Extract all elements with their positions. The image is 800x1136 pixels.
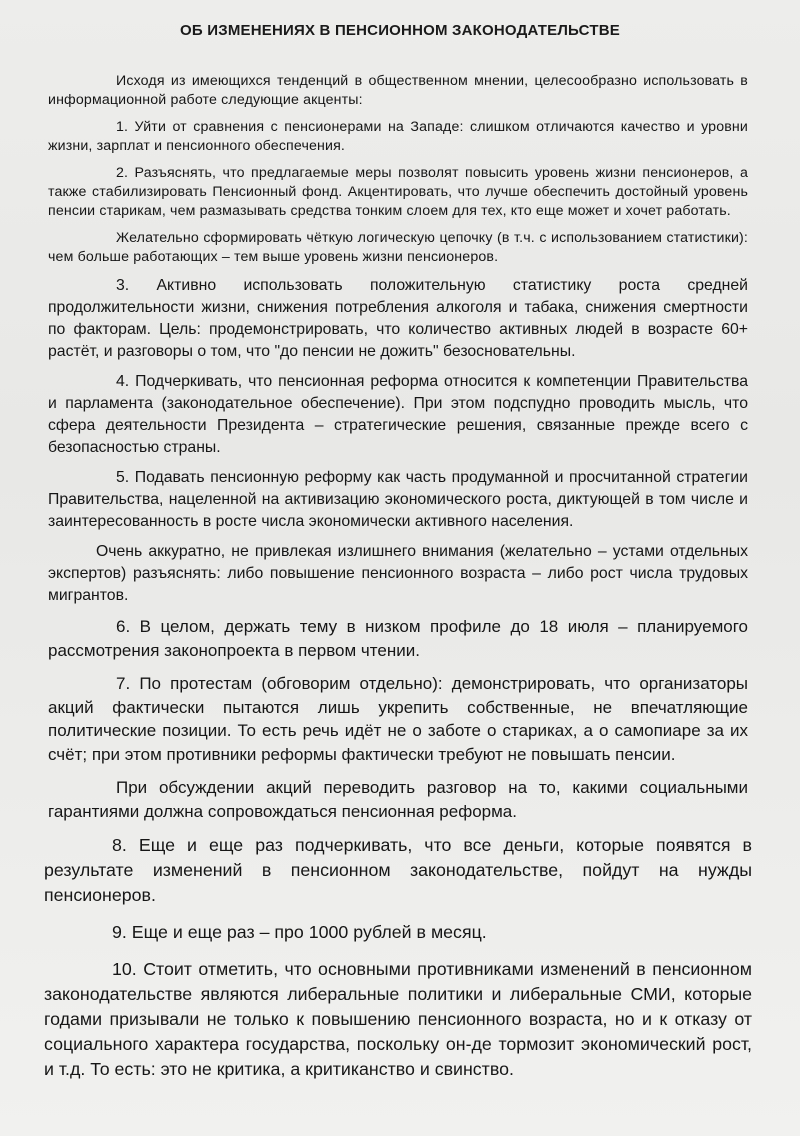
paragraph-intro: Исходя из имеющихся тенденций в общественном мнении, целесообразно использовать в информационной работе следующие акценты: <box>48 73 748 108</box>
paragraph-item-6: 6. В целом, держать тему в низком профиле до 18 июля – планируемого рассмотрения законопроекта в первом чтении. <box>48 617 748 660</box>
paragraph-item-5: 5. Подавать пенсионную реформу как часть продуманной и просчитанной стратегии Правительства, нацеленной на активизацию экономического роста, диктующей в том числе и заинтересованность в росте числа экономически активного населения. <box>48 469 748 530</box>
paragraph-item-4: 4. Подчеркивать, что пенсионная реформа относится к компетенции Правительства и парламента (законодательное обеспечение). При этом подспудно проводить мысль, что сфера деятельности Президента – стратегические решения, связанные прежде всего с безопасностью страны. <box>48 373 748 456</box>
document-title: ОБ ИЗМЕНЕНИЯХ В ПЕНСИОННОМ ЗАКОНОДАТЕЛЬСТВЕ <box>180 22 620 39</box>
paragraph-item-9: 9. Еще и еще раз – про 1000 рублей в месяц. <box>112 922 487 942</box>
paragraph-social-guarantees: При обсуждении акций переводить разговор на то, какими социальными гарантиями должна сопровождаться пенсионная реформа. <box>48 778 748 821</box>
document-body <box>44 72 752 1094</box>
paragraph-migrants: Очень аккуратно, не привлекая излишнего внимания (желательно – устами отдельных экспертов) разъяснять: либо повышение пенсионного возраста – либо рост числа трудовых мигрантов. <box>48 543 748 604</box>
paragraph-item-10: 10. Стоит отметить, что основными противниками изменений в пенсионном законодательстве являются либеральные политики и либеральные СМИ, которые годами призывали не только к повышению пенсионного возраста, но и к отказу от социального характера государства, поскольку он-де тормозит экономический рост, и т.д. То есть: это не критика, а критиканство и свинство. <box>44 959 752 1079</box>
paragraph-item-8: 8. Еще и еще раз подчеркивать, что все деньги, которые появятся в результате изменений в пенсионном законодательстве, пойдут на нужды пенсионеров. <box>44 835 752 905</box>
paragraph-logic-chain: Желательно сформировать чёткую логическую цепочку (в т.ч. с использованием статистики): чем больше работающих – тем выше уровень жизни пенсионеров. <box>48 230 748 265</box>
paragraph-item-1: 1. Уйти от сравнения с пенсионерами на Западе: слишком отличаются качество и уровни жизни, зарплат и пенсионного обеспечения. <box>48 119 748 154</box>
paragraph-item-3: 3. Активно использовать положительную статистику роста средней продолжительности жизни, снижения потребления алкоголя и табака, снижения смертности по факторам. Цель: продемонстрировать, что количество активных людей в возрасте 60+ растёт, и разговоры о том, что "до пенсии не дожить" безосновательны. <box>48 277 748 360</box>
paragraph-item-7: 7. По протестам (обговорим отдельно): демонстрировать, что организаторы акций фактически пытаются лишь укрепить собственные, не впечатляющие политические позиции. То есть речь идёт не о заботе о стариках, а о самопиаре за их счёт; при этом противники реформы фактически требуют не повышать пенсии. <box>48 674 748 764</box>
paragraph-item-2: 2. Разъяснять, что предлагаемые меры позволят повысить уровень жизни пенсионеров, а также стабилизировать Пенсионный фонд. Акцентировать, что лучше обеспечить достойный уровень пенсии старикам, чем размазывать средства тонким слоем для тех, кто еще может и хочет работать. <box>48 165 748 219</box>
